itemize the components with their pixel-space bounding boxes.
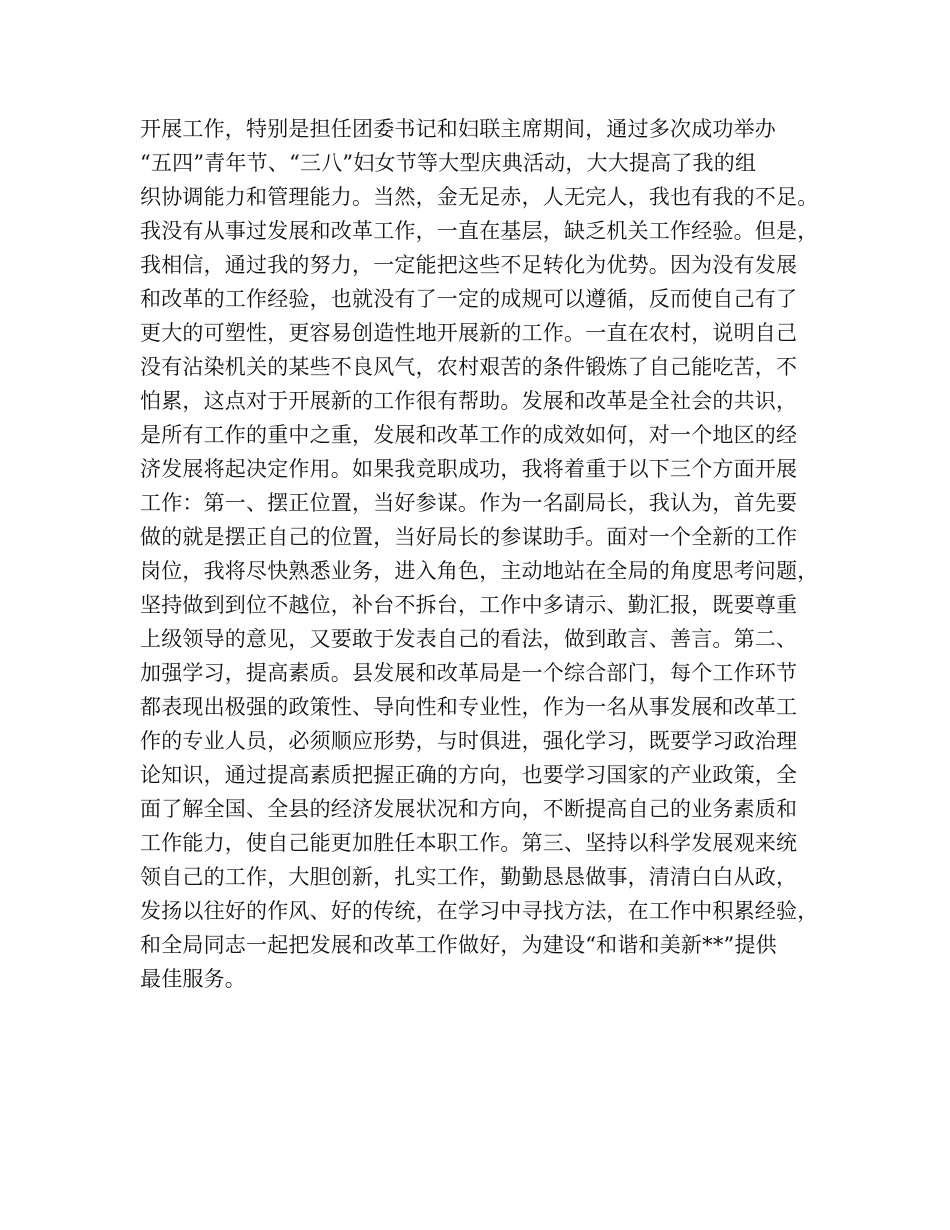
text-line: 没有沾染机关的某些不良风气，农村艰苦的条件锻炼了自己能吃苦，不: [140, 355, 798, 379]
text-line: 最佳服务。: [140, 967, 246, 991]
text-line: “五四”青年节、“三八”妇女节等大型庆典活动，大大提高了我的组: [140, 151, 757, 175]
text-line: 怕累，这点对于开展新的工作很有帮助。发展和改革是全社会的共识，: [140, 389, 798, 413]
body-text: [140, 112, 840, 996]
text-line: 都表现出极强的政策性、导向性和专业性，作为一名从事发展和改革工: [140, 695, 798, 719]
text-line: 坚持做到到位不越位，补台不拆台，工作中多请示、勤汇报，既要尊重: [140, 593, 798, 617]
text-line: 面了解全国、全县的经济发展状况和方向，不断提高自己的业务素质和: [140, 797, 798, 821]
text-line: 工作能力，使自己能更加胜任本职工作。第三、坚持以科学发展观来统: [140, 831, 798, 855]
text-line: 我相信，通过我的努力，一定能把这些不足转化为优势。因为没有发展: [140, 253, 798, 277]
text-line: 我没有从事过发展和改革工作，一直在基层，缺乏机关工作经验。但是，: [140, 219, 819, 243]
text-line: 加强学习，提高素质。县发展和改革局是一个综合部门，每个工作环节: [140, 661, 798, 685]
text-line: 领自己的工作，大胆创新，扎实工作，勤勤恳恳做事，清清白白从政，: [140, 865, 798, 889]
text-line: 工作：第一、摆正位置，当好参谋。作为一名副局长，我认为，首先要: [140, 491, 798, 515]
text-line: 岗位，我将尽快熟悉业务，进入角色，主动地站在全局的角度思考问题，: [140, 559, 819, 583]
text-line: 更大的可塑性，更容易创造性地开展新的工作。一直在农村，说明自己: [140, 321, 798, 345]
text-line: 发扬以往好的作风、好的传统，在学习中寻找方法，在工作中积累经验，: [140, 899, 819, 923]
text-line: 和改革的工作经验，也就没有了一定的成规可以遵循，反而使自己有了: [140, 287, 798, 311]
text-line: 上级领导的意见，又要敢于发表自己的看法，做到敢言、善言。第二、: [140, 627, 798, 651]
text-line: 做的就是摆正自己的位置，当好局长的参谋助手。面对一个全新的工作: [140, 525, 798, 549]
text-line: 开展工作，特别是担任团委书记和妇联主席期间，通过多次成功举办: [140, 117, 776, 141]
text-line: 济发展将起决定作用。如果我竞职成功，我将着重于以下三个方面开展: [140, 457, 798, 481]
text-line: 作的专业人员，必须顺应形势，与时俱进，强化学习，既要学习政治理: [140, 729, 798, 753]
text-line: 织协调能力和管理能力。当然，金无足赤，人无完人，我也有我的不足。: [140, 185, 819, 209]
text-line: 是所有工作的重中之重，发展和改革工作的成效如何，对一个地区的经: [140, 423, 798, 447]
text-line: 和全局同志一起把发展和改革工作做好，为建设“和谐和美新**”提供: [140, 933, 777, 957]
text-line: 论知识，通过提高素质把握正确的方向，也要学习国家的产业政策，全: [140, 763, 798, 787]
